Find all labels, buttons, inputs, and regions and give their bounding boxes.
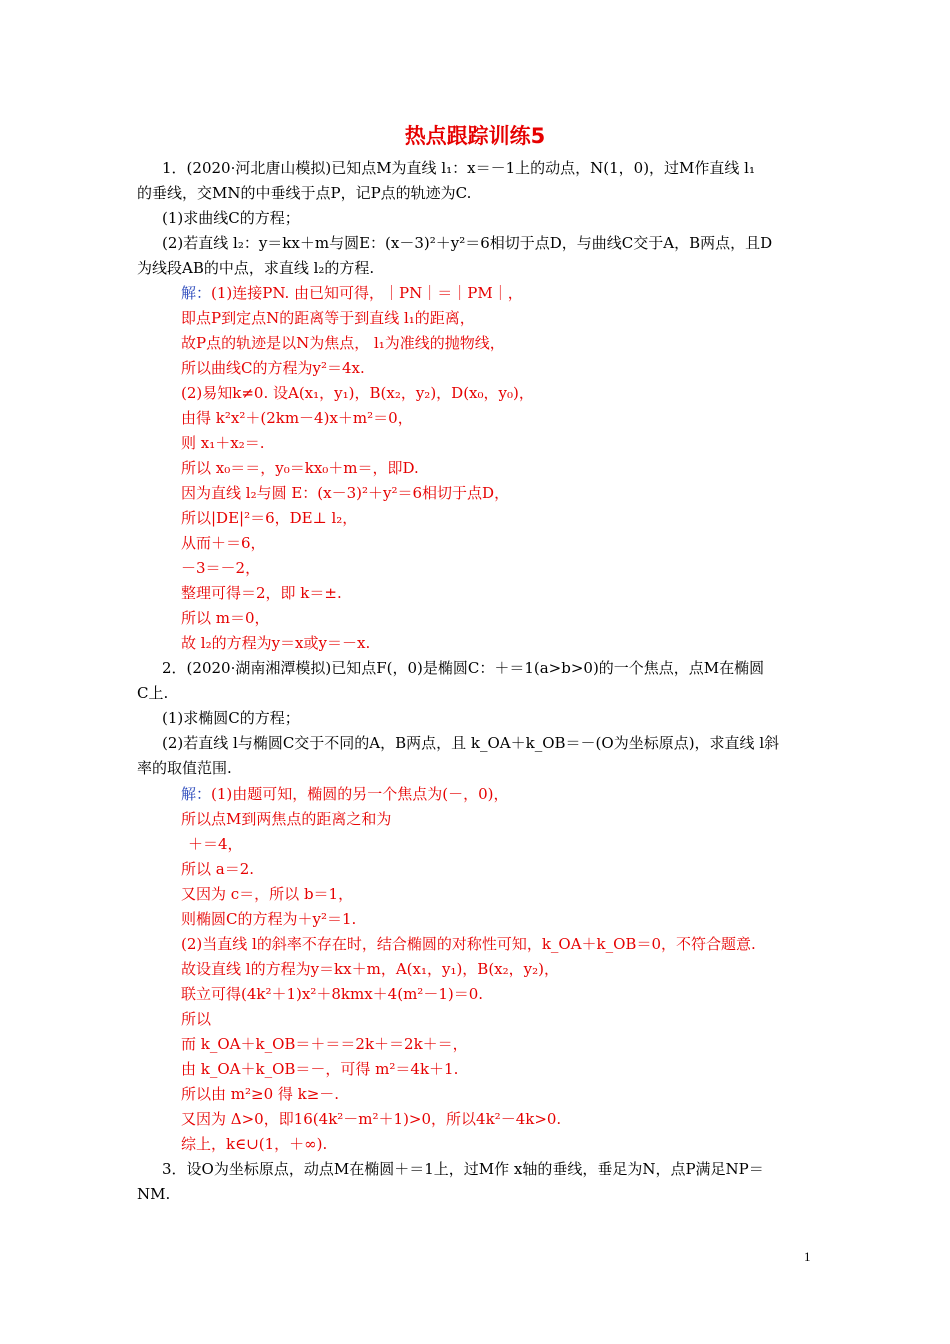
sol2-line8: 故设直线 l的方程为y＝kx＋m，A(x₁，y₁)，B(x₂，y₂)， bbox=[181, 960, 559, 978]
sol1-line9: 因为直线 l₂与圆 E：(x－3)²＋y²＝6相切于点D， bbox=[181, 484, 510, 502]
sol2-line9: 联立可得(4k²＋1)x²＋8kmx＋4(m²－1)＝0. bbox=[181, 985, 484, 1003]
q1-part1: (1)求曲线C的方程； bbox=[162, 209, 300, 227]
sol2-line12: 由 k_OA＋k_OB＝－，可得 m²＝4k＋1. bbox=[181, 1060, 459, 1078]
sol2-label: 解： bbox=[181, 785, 212, 803]
sol1-line11: 从而＋＝6， bbox=[181, 534, 266, 552]
sol1-line7: 则 x₁＋x₂＝. bbox=[181, 434, 265, 452]
q1-part2-line1: (2)若直线 l₂：y＝kx＋m与圆E：(x－3)²＋y²＝6相切于点D，与曲线C交于A，B两点，且D bbox=[162, 234, 773, 252]
sol2-line7: (2)当直线 l的斜率不存在时，结合椭圆的对称性可知，k_OA＋k_OB＝0，不符合题意. bbox=[181, 935, 756, 953]
sol2-line2: 所以点M到两焦点的距离之和为 bbox=[181, 810, 392, 828]
sol1-line2: 即点P到定点N的距离等于到直线 l₁的距离， bbox=[181, 309, 475, 327]
sol1-line10: 所以|DE|²＝6，DE⊥ l₂， bbox=[181, 509, 358, 527]
sol1-line3: 故P点的轨迹是以N为焦点， l₁为准线的抛物线， bbox=[181, 334, 505, 352]
q1-stem-line2: 的垂线，交MN的中垂线于点P，记P点的轨迹为C. bbox=[137, 184, 472, 202]
page-number: 1 bbox=[804, 1249, 811, 1264]
sol1-line8: 所以 x₀＝＝，y₀＝kx₀＋m＝，即D. bbox=[181, 459, 419, 477]
sol1-line6: 由得 k²x²＋(2km－4)x＋m²＝0， bbox=[181, 409, 413, 427]
q2-part2-line2: 率的取值范围. bbox=[137, 759, 232, 777]
sol1-line15: 故 l₂的方程为y＝x或y＝－x. bbox=[181, 634, 371, 652]
sol2-line15: 综上，k∈∪(1，＋∞). bbox=[181, 1135, 328, 1153]
q2-part2-line1: (2)若直线 l与椭圆C交于不同的A，B两点，且 k_OA＋k_OB＝－(O为坐标原点)，求直线 l斜 bbox=[162, 734, 780, 752]
sol2-line3: ＋＝4， bbox=[188, 835, 243, 853]
sol2-line6: 则椭圆C的方程为＋y²＝1. bbox=[181, 910, 357, 928]
sol2-line4: 所以 a＝2. bbox=[181, 860, 255, 878]
q2-stem-line1: 2．(2020·湖南湘潭模拟)已知点F(，0)是椭圆C：＋＝1(a>b>0)的一个焦点，点M在椭圆 bbox=[162, 659, 765, 677]
q3-stem-line1: 3．设O为坐标原点，动点M在椭圆＋＝1上，过M作 x轴的垂线，垂足为N，点P满足NP＝ bbox=[162, 1160, 764, 1178]
q1-stem-line1: 1．(2020·河北唐山模拟)已知点M为直线 l₁：x＝－1上的动点，N(1，0)，过M作直线 l₁ bbox=[162, 159, 755, 177]
sol2-line5: 又因为 c＝，所以 b＝1， bbox=[181, 885, 354, 903]
sol1-line5: (2)易知k≠0. 设A(x₁，y₁)，B(x₂，y₂)，D(x₀，y₀)， bbox=[181, 384, 534, 402]
sol1-line12: －3＝－2， bbox=[181, 559, 261, 577]
q2-part1: (1)求椭圆C的方程； bbox=[162, 709, 300, 727]
sol2-line14: 又因为 Δ>0，即16(4k²－m²＋1)>0，所以4k²－4k>0. bbox=[181, 1110, 562, 1128]
sol1-line14: 所以 m＝0， bbox=[181, 609, 270, 627]
sol1-line13: 整理可得＝2，即 k＝±. bbox=[181, 584, 342, 602]
q2-stem-line2: C上. bbox=[137, 684, 169, 702]
sol2-line10: 所以 bbox=[181, 1010, 212, 1028]
sol2-line1: 解：(1)由题可知，椭圆的另一个焦点为(－，0)， bbox=[181, 785, 509, 803]
q3-stem-line2: NM. bbox=[137, 1185, 171, 1203]
sol1-line4: 所以曲线C的方程为y²＝4x. bbox=[181, 359, 365, 377]
sol2-line13: 所以由 m²≥0 得 k≥－. bbox=[181, 1085, 340, 1103]
sol2-line11: 而 k_OA＋k_OB＝＋＝＝2k＋＝2k＋＝， bbox=[181, 1035, 468, 1053]
page-title: 热点跟踪训练5 bbox=[404, 124, 546, 148]
sol1-label: 解： bbox=[181, 284, 212, 302]
q1-part2-line2: 为线段AB的中点，求直线 l₂的方程. bbox=[137, 259, 375, 277]
sol1-line1: 解：(1)连接PN. 由已知可得，｜PN｜＝｜PM｜， bbox=[181, 284, 523, 302]
